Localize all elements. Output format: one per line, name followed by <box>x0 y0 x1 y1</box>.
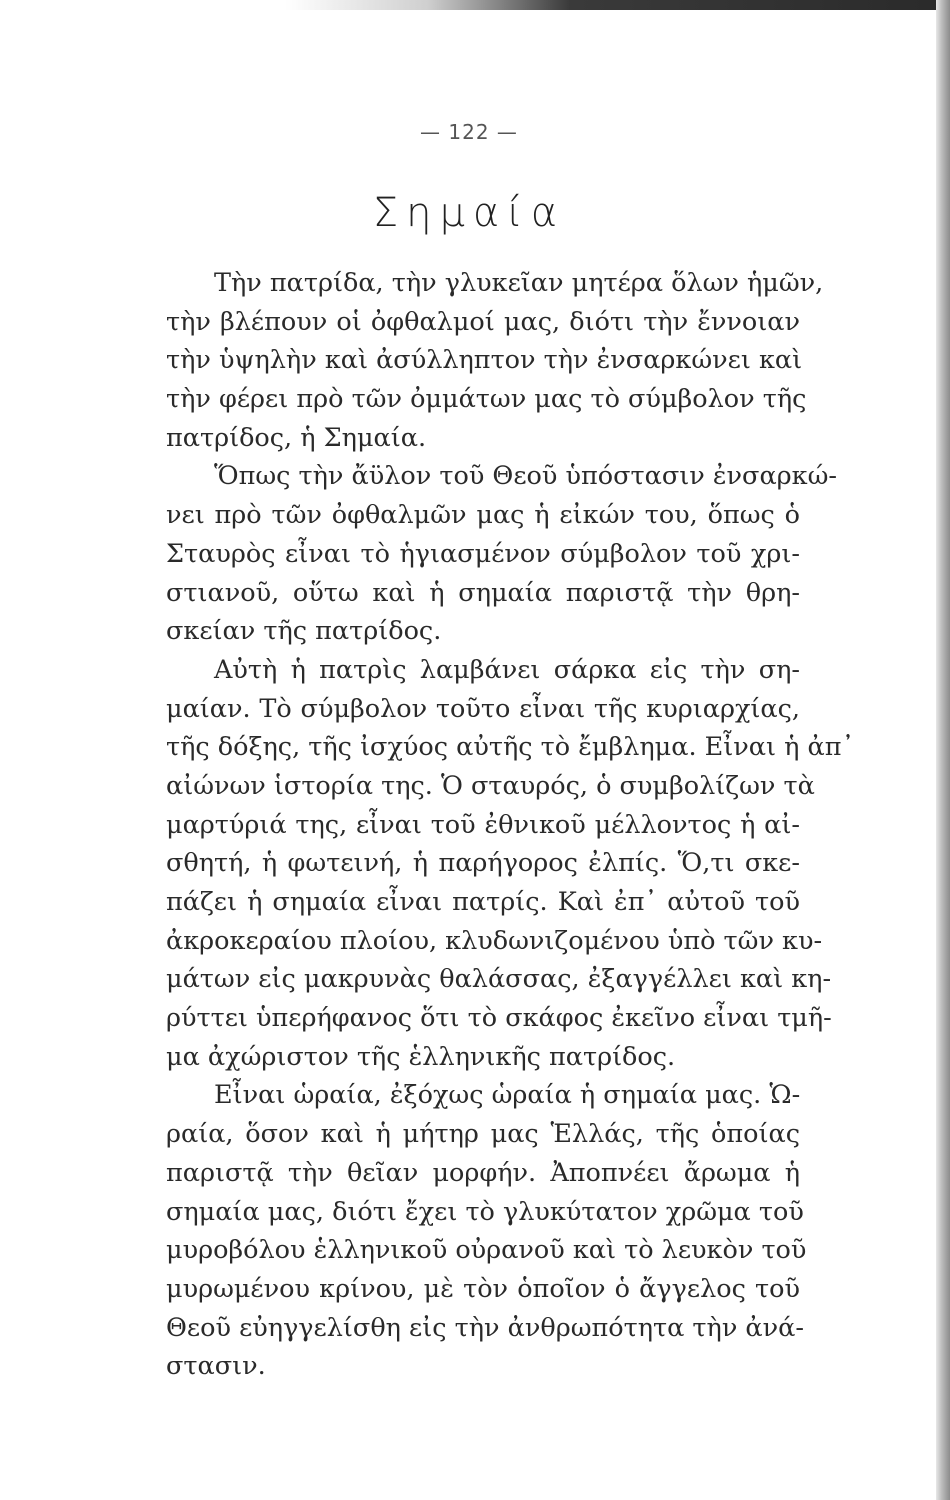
text-line: ραία, ὅσον καὶ ἡ μήτηρ μας Ἑλλάς, τῆς ὁποίας <box>166 1119 800 1150</box>
text-line: πατρίδος, ἡ Σημαία. <box>166 422 427 453</box>
page-number: — 122 — <box>420 120 518 144</box>
text-line: μα ἀχώριστον τῆς ἑλληνικῆς πατρίδος. <box>166 1041 676 1072</box>
scanner-edge-top <box>0 0 950 10</box>
text-line: παριστᾷ τὴν θεῖαν μορφήν. Ἀποπνέει ἄρωμα ἡ <box>166 1157 800 1188</box>
book-page <box>10 12 928 1492</box>
text-line: σκείαν τῆς πατρίδος. <box>166 616 442 647</box>
text-line: πάζει ἡ σημαία εἶναι πατρίς. Καὶ ἐπ᾿ αὐτοῦ τοῦ <box>166 887 800 917</box>
text-line: αἰώνων ἱστορία της. Ὁ σταυρός, ὁ συμβολίζων τὰ <box>166 770 815 801</box>
text-line: Αὐτὴ ἡ πατρὶς λαμβάνει σάρκα εἰς τὴν ση- <box>214 654 800 685</box>
text-line: νει πρὸ τῶν ὀφθαλμῶν μας ἡ εἰκών του, ὅπως ὁ <box>166 500 800 531</box>
text-line: ἀκροκεραίου πλοίου, κλυδωνιζομένου ὑπὸ τῶν κυ- <box>166 925 823 956</box>
scanner-edge-right <box>936 0 950 1500</box>
text-line: μαίαν. Τὸ σύμβολον τοῦτο εἶναι τῆς κυριαρχίας, <box>166 693 800 724</box>
text-line: σημαία μας, διότι ἔχει τὸ γλυκύτατον χρῶμα τοῦ <box>166 1196 804 1227</box>
text-line: Ὅπως τὴν ἄϋλον τοῦ Θεοῦ ὑπόστασιν ἐνσαρκώ- <box>214 461 838 492</box>
text-line: μάτων εἰς μακρυνὰς θαλάσσας, ἐξαγγέλλει καὶ κη- <box>166 964 832 995</box>
body-text <box>166 264 855 1386</box>
text-line: τὴν βλέπουν οἱ ὀφθαλμοί μας, διότι τὴν ἔννοιαν <box>166 306 800 337</box>
text-line: στιανοῦ, οὕτω καὶ ἡ σημαία παριστᾷ τὴν θρη- <box>166 577 800 608</box>
text-line: ρύττει ὑπερήφανος ὅτι τὸ σκάφος ἐκεῖνο εἶναι τμῆ- <box>166 1003 832 1034</box>
text-line: Σταυρὸς εἶναι τὸ ἡγιασμένον σύμβολον τοῦ χρι- <box>166 538 800 569</box>
text-line: τὴν φέρει πρὸ τῶν ὀμμάτων μας τὸ σύμβολον τῆς <box>166 384 807 415</box>
page-title: Σημαία <box>372 190 566 236</box>
text-line: Θεοῦ εὐηγγελίσθη εἰς τὴν ἀνθρωπότητα τὴν ἀνά- <box>166 1312 804 1343</box>
text-line: σθητή, ἡ φωτεινή, ἡ παρήγορος ἐλπίς. Ὅ,τι σκε- <box>166 848 800 879</box>
text-line: στασιν. <box>166 1351 266 1382</box>
text-line: μαρτύριά της, εἶναι τοῦ ἐθνικοῦ μέλλοντος ἡ αἰ- <box>166 809 800 840</box>
text-line: τῆς δόξης, τῆς ἰσχύος αὐτῆς τὸ ἔμβλημα. Εἶναι ἡ ἀπ᾿ <box>166 732 855 763</box>
text-line: Τὴν πατρίδα, τὴν γλυκεῖαν μητέρα ὅλων ἡμῶν, <box>214 268 824 298</box>
text-line: Εἶναι ὡραία, ἐξόχως ὡραία ἡ σημαία μας. Ὡ- <box>214 1080 801 1111</box>
text-line: μυροβόλου ἑλληνικοῦ οὐρανοῦ καὶ τὸ λευκὸν τοῦ <box>166 1235 807 1266</box>
text-line: μυρωμένου κρίνου, μὲ τὸν ὁποῖον ὁ ἄγγελος τοῦ <box>166 1273 800 1304</box>
text-line: τὴν ὑψηλὴν καὶ ἀσύλληπτον τὴν ἐνσαρκώνει καὶ <box>166 345 803 376</box>
